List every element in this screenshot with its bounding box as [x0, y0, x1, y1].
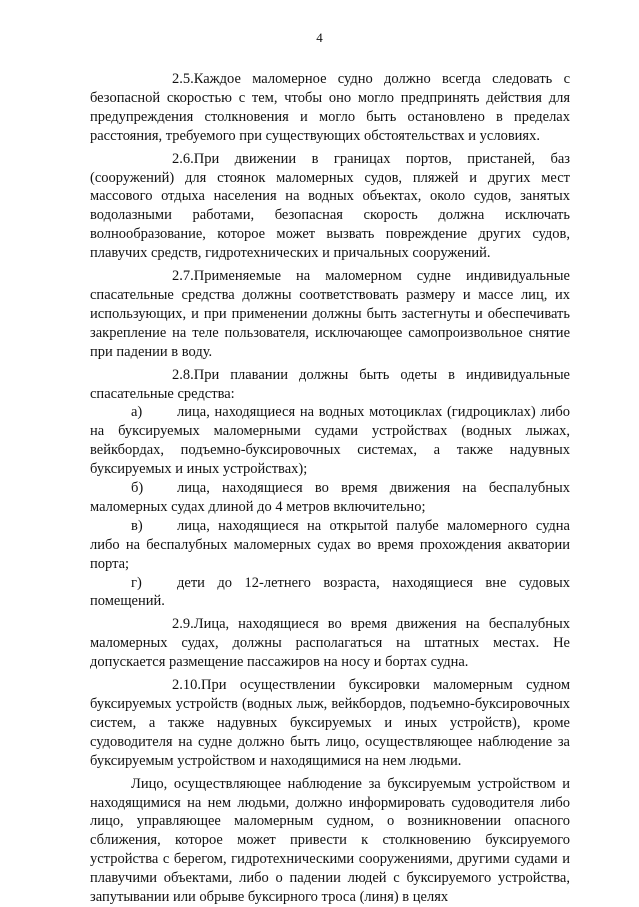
- list-marker: г): [131, 574, 142, 591]
- paragraph-2-10: [90, 676, 570, 771]
- list-item-a: [90, 403, 570, 479]
- list-item-text: лица, находящиеся на открытой палубе маломерного судна либо на беспалубных маломерных судах во время прохождения акватории порта;: [90, 517, 570, 572]
- paragraph-text: Каждое маломерное судно должно всегда следовать с безопасной скоростью с тем, чтобы оно могло предпринять действия для предупреждения столкновения и могло быть остановлено в пределах расстояния, требуемого при существующих обстоятельствах и условиях.: [90, 71, 570, 144]
- paragraph-text: Лицо, осуществляющее наблюдение за буксируемым устройством и находящимися на нем людьми, должно информировать судоводителя либо лицо, управляющее маломерным судном, о возникновении опасного сближения, которое может привести к столкновению буксируемого устройства с берегом, гидротехническими сооружениями, другими судами и плавучими объектами, либо о падении людей с буксируемого устройства, запутывании или обрыве буксирного троса (линя) в целях: [90, 775, 570, 906]
- paragraph-number: 2.6.: [172, 150, 194, 167]
- paragraph-text: Применяемые на маломерном судне индивидуальные спасательные средства должны соответствовать размеру и массе лиц, их использующих, и при применении должны быть застегнуты и обеспечивать закрепление на теле пользователя, исключающее самопроизвольное снятие при падении в воду.: [90, 268, 570, 360]
- page-number: 4: [316, 30, 323, 45]
- list-marker: в): [131, 517, 143, 534]
- paragraph-2-6: [90, 150, 570, 263]
- paragraph-number: 2.9.: [172, 616, 194, 633]
- paragraph-text: При плавании должны быть одеты в индивидуальные спасательные средства:: [90, 366, 570, 402]
- paragraph-2-5: [90, 70, 570, 146]
- paragraph-number: 2.5.: [172, 71, 194, 87]
- list-item-text: лица, находящиеся во время движения на беспалубных маломерных судах длиной до 4 метров включительно;: [90, 480, 570, 515]
- list-marker: а): [131, 404, 143, 421]
- list-item-v: [90, 517, 570, 574]
- list-item-text: лица, находящиеся на водных мотоциклах (гидроциклах) либо на буксируемых маломерными судами устройствах (водных лыжах, вейкбордах, подъемно-буксировочных системах, а также надувных буксируемых и иных устройствах);: [90, 404, 570, 478]
- list-marker: б): [131, 480, 144, 497]
- paragraph-2-9: [90, 615, 570, 672]
- paragraph-text: Лица, находящиеся во время движения на беспалубных маломерных судах, должны располагаться на штатных местах. Не допускается размещение пассажиров на носу и бортах судна.: [90, 616, 570, 671]
- list-item-g: [90, 574, 570, 612]
- paragraph-number: 2.8.: [172, 366, 194, 383]
- paragraph-2-10-continued: [90, 775, 570, 907]
- paragraph-text: При осуществлении буксировки маломерным судном буксируемых устройств (водных лыж, вейкбордов, подъемно-буксировочных систем, а также надувных буксируемых и иных устройств), кроме судоводителя на судне должно быть лицо, осуществляющее наблюдение за буксируемым устройством и находящимися на нем людьми.: [90, 677, 570, 769]
- paragraph-text: При движении в границах портов, пристаней, баз (сооружений) для стоянок маломерных судов, пляжей и других мест массового отдыха населения на водных объектах, около судов, занятых водолазными работами, безопасная скорость должна исключать волнообразование, которое может вызвать повреждение других судов, плавучих средств, гидротехнических и причальных сооружений.: [90, 150, 570, 262]
- list-item-b: [90, 479, 570, 517]
- paragraph-number: 2.7.: [172, 268, 194, 285]
- paragraph-number: 2.10.: [172, 677, 201, 694]
- document-body: [90, 70, 570, 907]
- paragraph-2-8: [90, 366, 570, 404]
- paragraph-2-7: [90, 267, 570, 362]
- list-item-text: дети до 12-летнего возраста, находящиеся вне судовых помещений.: [90, 574, 570, 610]
